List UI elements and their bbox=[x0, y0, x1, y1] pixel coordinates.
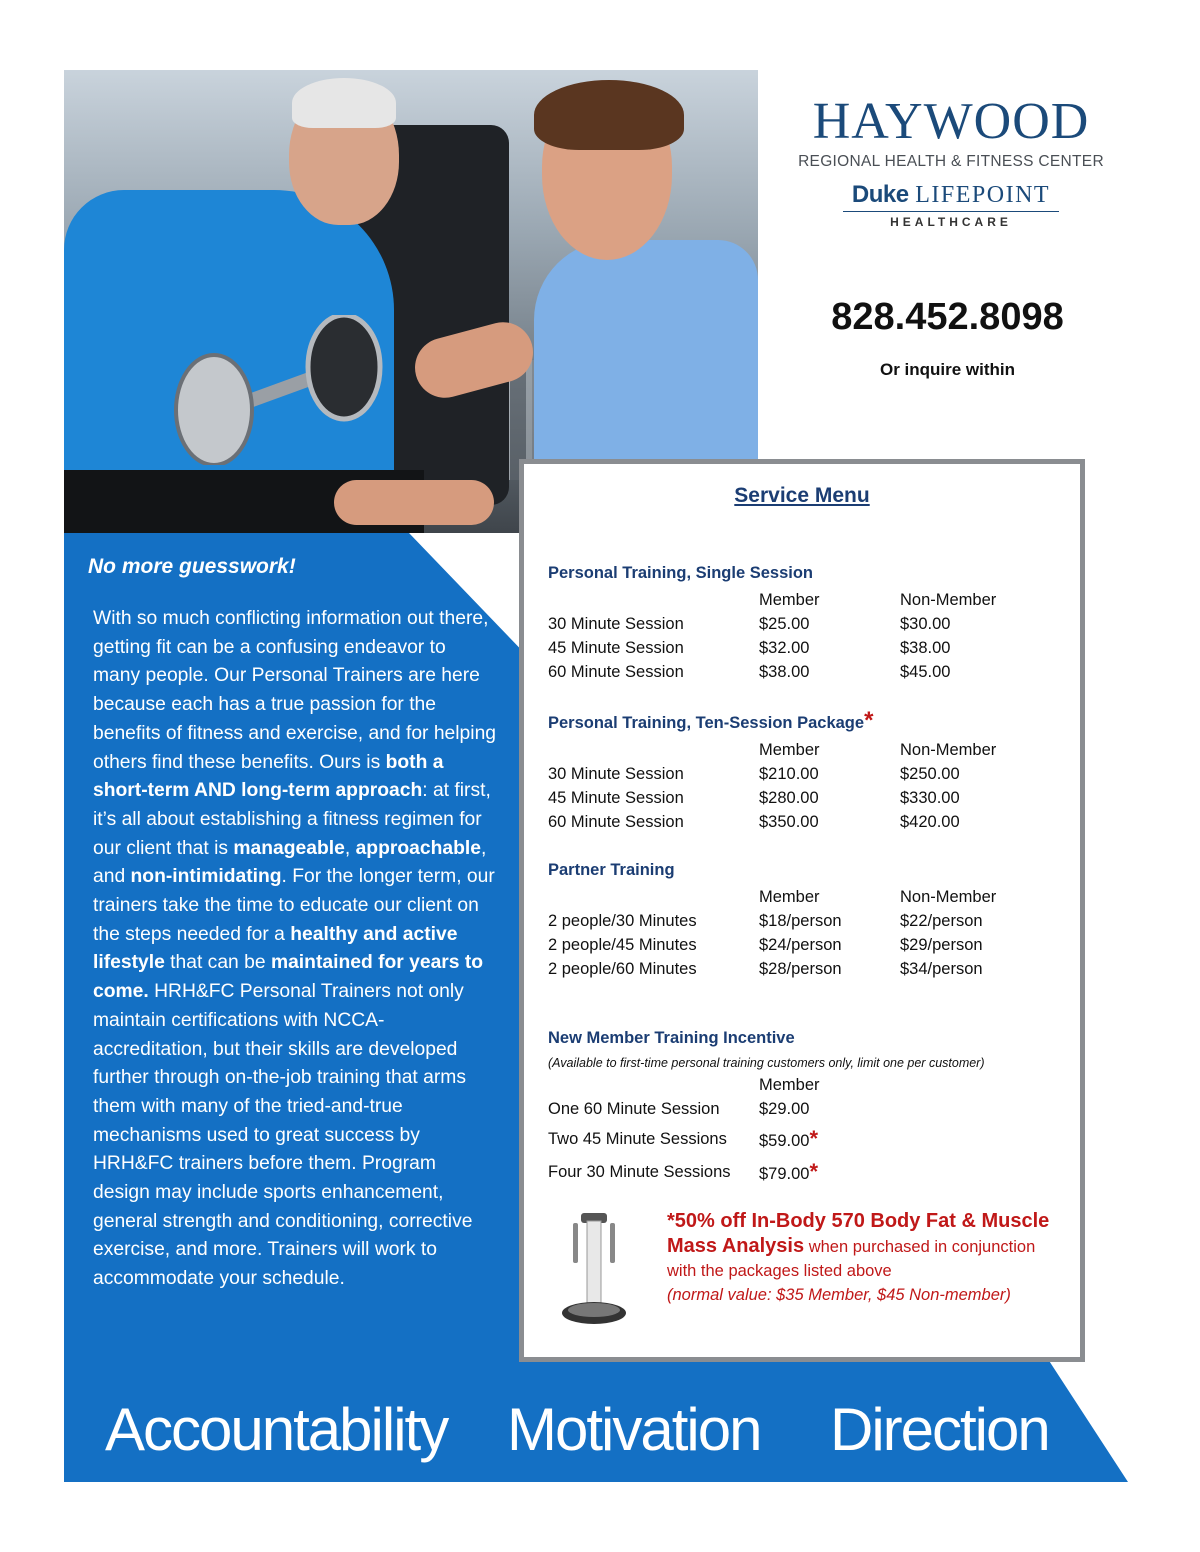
promo-text bbox=[667, 1209, 1067, 1307]
table-row: 2 people/30 Minutes $18/person $22/person bbox=[548, 912, 983, 930]
body-run: HRH&FC Personal Trainers not only maintain certifications with NCCA-accreditation, but their skills are developed further through on-the-job training that arms them with many of the tried-and-true mechanisms used to great success by HRH&FC trainers before them. Program design may include sports enhancement, general strength and conditioning, corrective exercise, and more. Trainers will work to accommodate your schedule. bbox=[93, 981, 473, 1290]
phone-number: 828.452.8098 bbox=[831, 296, 1064, 338]
col-nonmember: Non-Member bbox=[900, 888, 997, 906]
body-emphasis: healthy and active lifestyle bbox=[93, 923, 458, 974]
col-member: Member bbox=[759, 741, 820, 759]
section-heading: New Member Training Incentive bbox=[548, 1029, 795, 1047]
section-partner bbox=[548, 861, 1073, 981]
table-row: Two 45 Minute Sessions $59.00* bbox=[548, 1126, 819, 1151]
tagline-accountability: Accountability bbox=[105, 1396, 448, 1463]
col-nonmember: Non-Member bbox=[900, 591, 997, 609]
body-run: With so much conflicting information out there, getting fit can be a confusing endeavor to many people. Our Personal Trainers are here because each has a true passion for the benefits of fitness and exercise, and for helping others find these benefits. Ours is bbox=[93, 608, 497, 773]
body-run: , bbox=[344, 837, 356, 859]
haywood-logo bbox=[776, 95, 1126, 231]
partner-rest: LIFEPOINT bbox=[915, 182, 1051, 208]
col-nonmember: Non-Member bbox=[900, 741, 997, 759]
table-row: 2 people/45 Minutes $24/person $29/person bbox=[548, 936, 983, 954]
asterisk: * bbox=[809, 1159, 819, 1184]
table-row: 2 people/60 Minutes $28/person $34/person bbox=[548, 960, 983, 978]
menu-title: Service Menu bbox=[734, 484, 870, 507]
body-run: that can be bbox=[164, 952, 271, 974]
promo-headline: *50% off In-Body 570 Body Fat & Muscle Mass Analysis bbox=[667, 1210, 1050, 1257]
tagline-motivation: Motivation bbox=[507, 1396, 761, 1463]
partner-sub: HEALTHCARE bbox=[843, 211, 1059, 229]
asterisk: * bbox=[864, 707, 874, 734]
section-ten-session bbox=[548, 707, 1073, 834]
incentive-note: (Available to first-time personal training customers only, limit one per customer) bbox=[548, 1056, 985, 1070]
body-run: . For the longer term, our trainers take the time to educate our client on the steps needed for a bbox=[93, 866, 495, 945]
body-run: , and bbox=[93, 837, 487, 888]
tagline-direction: Direction bbox=[830, 1396, 1049, 1463]
table-row: 60 Minute Session $38.00 $45.00 bbox=[548, 663, 951, 681]
service-menu bbox=[519, 459, 1085, 1362]
col-member: Member bbox=[759, 591, 820, 609]
body-run: : at first, it’s all about establishing a fitness regimen for our client that is bbox=[93, 780, 491, 859]
table-row: 45 Minute Session $32.00 $38.00 bbox=[548, 639, 951, 657]
intro-headline: No more guesswork! bbox=[88, 555, 296, 578]
asterisk: * bbox=[809, 1126, 819, 1151]
promo-note: (normal value: $35 Member, $45 Non-member) bbox=[667, 1286, 1011, 1304]
section-heading: Partner Training bbox=[548, 861, 675, 879]
table-row: Four 30 Minute Sessions $79.00* bbox=[548, 1159, 819, 1184]
inquire-note: Or inquire within bbox=[879, 360, 1016, 379]
intro-body bbox=[93, 605, 498, 1294]
partner-bold: Duke bbox=[851, 181, 909, 208]
dumbbell-icon bbox=[159, 315, 399, 465]
logo-subtitle: REGIONAL HEALTH & FITNESS CENTER bbox=[798, 153, 1104, 170]
body-composition-scale-icon bbox=[559, 1209, 629, 1327]
table-row: 45 Minute Session $280.00 $330.00 bbox=[548, 789, 960, 807]
logo-name: HAYWOOD bbox=[812, 93, 1090, 150]
section-single bbox=[548, 564, 1073, 684]
section-heading: Personal Training, Single Session bbox=[548, 564, 813, 582]
partner-logo bbox=[776, 181, 1126, 209]
table-row: 60 Minute Session $350.00 $420.00 bbox=[548, 813, 960, 831]
body-emphasis: maintained for years to come. bbox=[93, 952, 484, 1003]
promo-detail: when purchased in conjunction with the packages listed above bbox=[667, 1238, 1036, 1280]
table-row: One 60 Minute Session $29.00 bbox=[548, 1100, 810, 1118]
section-incentive bbox=[548, 1029, 1073, 1193]
body-emphasis: approachable bbox=[355, 837, 481, 859]
body-emphasis: both a short-term AND long-term approach bbox=[93, 751, 444, 802]
section-heading: Personal Training, Ten-Session Package* bbox=[548, 707, 874, 734]
col-member: Member bbox=[759, 1076, 820, 1094]
table-row: 30 Minute Session $210.00 $250.00 bbox=[548, 765, 960, 783]
body-emphasis: non-intimidating bbox=[130, 866, 282, 888]
col-member: Member bbox=[759, 888, 820, 906]
table-row: 30 Minute Session $25.00 $30.00 bbox=[548, 615, 951, 633]
body-emphasis: manageable bbox=[233, 837, 345, 859]
